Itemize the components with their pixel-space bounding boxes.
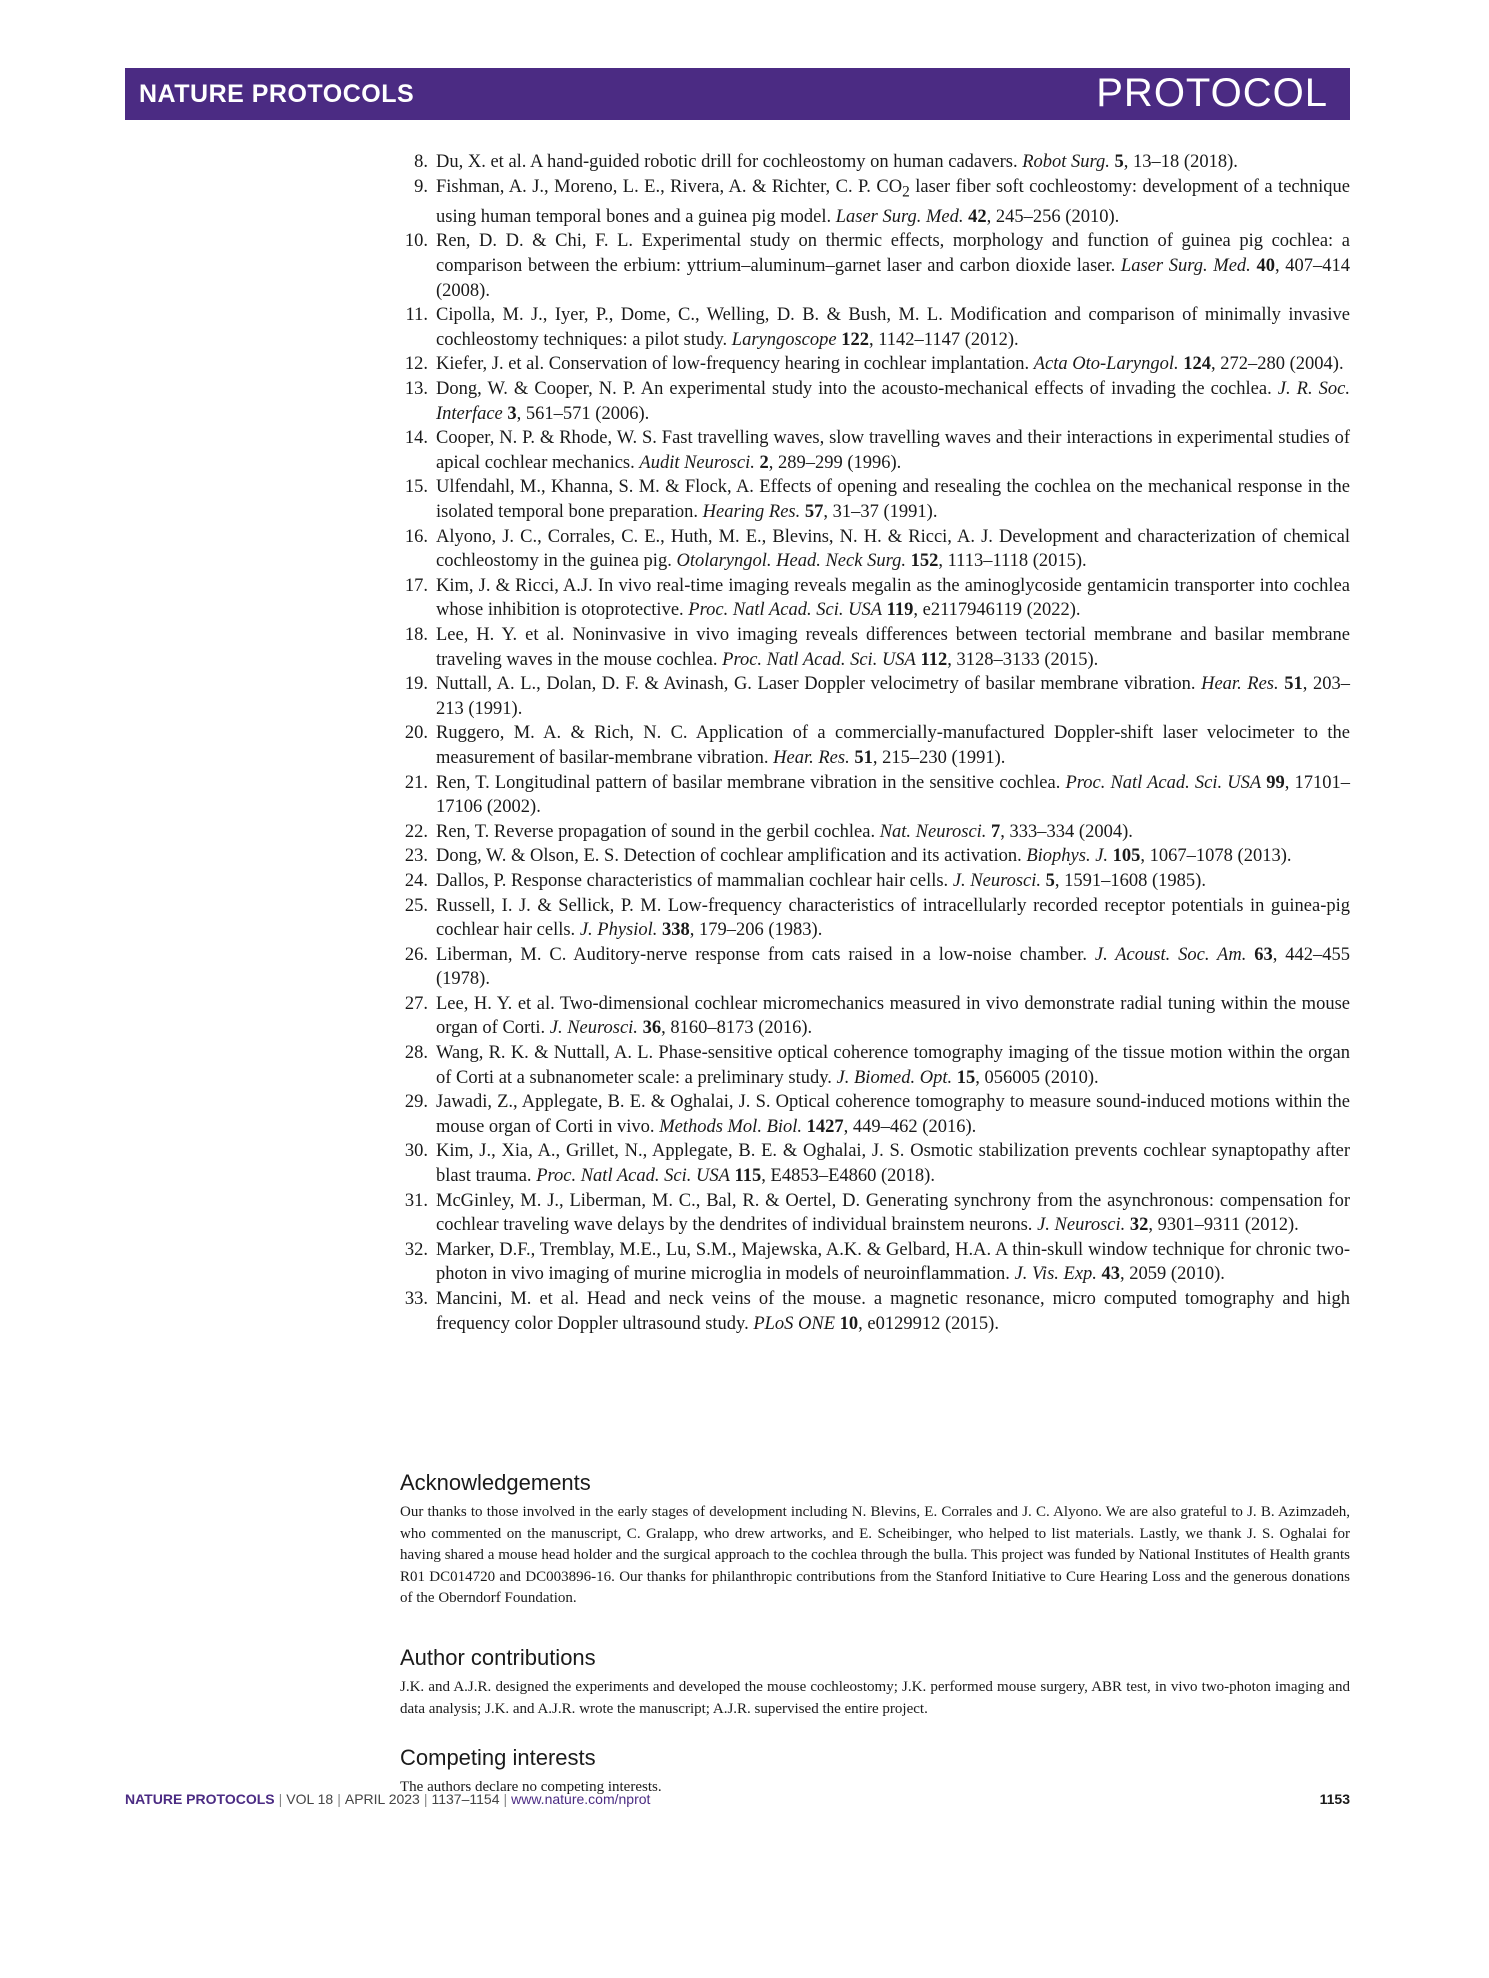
reference-number: 33. (404, 1289, 428, 1309)
reference-number: 29. (404, 1092, 428, 1113)
reference-text: Russell, I. J. & Sellick, P. M. Low-frequency characteristics of intracellularly recorded receptor potentials in guinea-pig cochlear hair cells. J. Physiol. 338, 179–206 (1983). (436, 895, 1350, 941)
reference-number: 8. (414, 152, 428, 172)
reference-text: Ren, T. Longitudinal pattern of basilar membrane vibration in the sensitive cochlea. Proc. Natl Acad. Sci. USA 99, 17101–17106 (2002). (436, 772, 1350, 818)
reference-item (400, 672, 1350, 721)
reference-text: Du, X. et al. A hand-guided robotic drill for cochleostomy on human cadavers. Robot Surg. 5, 13–18 (2018). (436, 152, 1238, 172)
reference-number: 23. (404, 846, 428, 867)
reference-text: Ren, D. D. & Chi, F. L. Experimental study on thermic effects, morphology and function of guinea pig cochlea: a comparison between the erbium: yttrium–aluminum–garnet laser and carbon dioxide laser. Laser Surg. Med. 40, 407–414 (2008). (436, 231, 1351, 301)
reference-item (400, 1189, 1350, 1238)
reference-text: Lee, H. Y. et al. Noninvasive in vivo imaging reveals differences between tectorial membrane and basilar membrane traveling waves in the mouse cochlea. Proc. Natl Acad. Sci. USA 112, 3128–3133 (2015). (436, 624, 1350, 670)
reference-item (400, 1238, 1350, 1287)
footer-journal: NATURE PROTOCOLS (125, 1791, 275, 1807)
article-type: PROTOCOL (1096, 71, 1328, 115)
reference-item (400, 175, 1350, 230)
reference-item (400, 844, 1350, 869)
reference-item (400, 1287, 1350, 1336)
reference-number: 13. (404, 379, 428, 400)
reference-item (400, 943, 1350, 992)
footer-url-link[interactable]: www.nature.com/nprot (511, 1791, 651, 1807)
reference-number: 15. (404, 477, 428, 498)
reference-item (400, 377, 1350, 426)
reference-item (400, 352, 1350, 377)
reference-text: Nuttall, A. L., Dolan, D. F. & Avinash, G. Laser Doppler velocimetry of basilar membrane vibration. Hear. Res. 51, 203–213 (1991). (436, 674, 1351, 719)
competing-interests-heading: Competing interests (400, 1745, 596, 1770)
competing-interests-text: The authors declare no competing interests. (400, 1779, 662, 1795)
reference-text: Lee, H. Y. et al. Two-dimensional cochlear micromechanics measured in vivo demonstrate radial tuning within the mouse organ of Corti. J. Neurosci. 36, 8160–8173 (2016). (436, 993, 1350, 1039)
reference-item (400, 992, 1350, 1041)
reference-item (400, 229, 1350, 303)
page-footer (125, 1791, 1350, 1807)
reference-number: 9. (414, 176, 428, 197)
reference-number: 31. (404, 1190, 428, 1211)
reference-item (400, 426, 1350, 475)
reference-number: 30. (404, 1141, 428, 1162)
reference-number: 11. (405, 305, 428, 326)
reference-item (400, 150, 1350, 175)
reference-item (400, 869, 1350, 894)
reference-text: Ruggero, M. A. & Rich, N. C. Application of a commercially-manufactured Doppler-shift laser velocimeter to the measurement of basilar-membrane vibration. Hear. Res. 51, 215–230 (1991). (436, 723, 1350, 768)
reference-text: Marker, D.F., Tremblay, M.E., Lu, S.M., Majewska, A.K. & Gelbard, H.A. A thin-skull window technique for chronic two-photon in vivo imaging of murine microglia in models of neuroinflammation. J. Vis. Exp. 43, 2059 (2010). (436, 1239, 1350, 1285)
reference-text: Dong, W. & Cooper, N. P. An experimental study into the acousto-mechanical effects of invading the cochlea. J. R. Soc. Interface 3, 561–571 (2006). (436, 379, 1351, 424)
footer-separator: | (337, 1791, 341, 1807)
reference-text: Kiefer, J. et al. Conservation of low-frequency hearing in cochlear implantation. Acta Oto-Laryngol. 124, 272–280 (2004). (436, 354, 1344, 375)
reference-item (400, 721, 1350, 770)
reference-text: McGinley, M. J., Liberman, M. C., Bal, R. & Oertel, D. Generating synchrony from the asynchronous: compensation for cochlear traveling wave delays by the dendrites of individual brainstem neurons. J. Neurosci. 32, 9301–9311 (2012). (436, 1190, 1350, 1236)
reference-item (400, 475, 1350, 524)
footer-date: APRIL 2023 (344, 1791, 420, 1807)
reference-item (400, 1041, 1350, 1090)
reference-number: 19. (404, 674, 428, 695)
reference-number: 28. (404, 1043, 428, 1064)
reference-item (400, 820, 1350, 845)
reference-text: Dallos, P. Response characteristics of mammalian cochlear hair cells. J. Neurosci. 5, 1591–1608 (1985). (436, 870, 1206, 891)
reference-text: Jawadi, Z., Applegate, B. E. & Oghalai, J. S. Optical coherence tomography to measure sound-induced motions within the mouse organ of Corti in vivo. Methods Mol. Biol. 1427, 449–462 (2016). (436, 1092, 1350, 1137)
reference-text: Kim, J., Xia, A., Grillet, N., Applegate, B. E. & Oghalai, J. S. Osmotic stabilization prevents cochlear synaptopathy after blast trauma. Proc. Natl Acad. Sci. USA 115, E4853–E4860 (2018). (436, 1141, 1350, 1187)
reference-number: 10. (404, 231, 428, 252)
header-bar (125, 68, 1350, 120)
reference-number: 21. (404, 772, 428, 793)
reference-number: 18. (404, 624, 428, 645)
reference-text: Ulfendahl, M., Khanna, S. M. & Flock, A. Effects of opening and resealing the cochlea on the mechanical response in the isolated temporal bone preparation. Hearing Res. 57, 31–37 (1991). (436, 477, 1350, 522)
reference-item (400, 771, 1350, 820)
acknowledgements-section (400, 1470, 1350, 1610)
reference-item (400, 894, 1350, 943)
page-number: 1153 (1319, 1791, 1350, 1807)
reference-list (400, 150, 1350, 1336)
reference-text: Wang, R. K. & Nuttall, A. L. Phase-sensitive optical coherence tomography imaging of the tissue motion within the organ of Corti at a subnanometer scale: a preliminary study. J. Biomed. Opt. 15, 056005 (2010). (436, 1043, 1350, 1088)
reference-item (400, 623, 1350, 672)
footer-separator: | (503, 1791, 508, 1807)
reference-text: Fishman, A. J., Moreno, L. E., Rivera, A. & Richter, C. P. $CO_2$ laser fiber soft cochleostomy: development of a technique using human temporal bones and a guinea pig model. Laser Surg. Med. 42, 245–256 (2010). (436, 176, 1350, 227)
reference-text: Mancini, M. et al. Head and neck veins of the mouse. a magnetic resonance, micro computed tomography and high frequency color Doppler ultrasound study. PLoS ONE 10, e0129912 (2015). (436, 1289, 1350, 1334)
reference-text: Cipolla, M. J., Iyer, P., Dome, C., Welling, D. B. & Bush, M. L. Modification and comparison of minimally invasive cochleostomy techniques: a pilot study. Laryngoscope 122, 1142–1147 (2012). (436, 305, 1350, 350)
reference-number: 14. (404, 428, 428, 449)
acknowledgements-heading: Acknowledgements (400, 1470, 591, 1495)
reference-item (400, 1090, 1350, 1139)
reference-text: Dong, W. & Olson, E. S. Detection of cochlear amplification and its activation. Biophys. J. 105, 1067–1078 (2013). (436, 846, 1292, 867)
reference-item (400, 574, 1350, 623)
footer-volume: VOL 18 (286, 1791, 334, 1807)
reference-item (400, 1139, 1350, 1188)
reference-number: 24. (404, 870, 428, 891)
reference-number: 17. (404, 575, 428, 596)
journal-name: NATURE PROTOCOLS (139, 80, 415, 108)
author-contributions-text: J.K. and A.J.R. designed the experiments and developed the mouse cochleostomy; J.K. performed mouse surgery, ABR test, in vivo two-photon imaging and data analysis; J.K. and A.J.R. wrote the manuscript; A.J.R. supervised the entire project. (400, 1679, 1350, 1717)
reference-text: Ren, T. Reverse propagation of sound in the gerbil cochlea. Nat. Neurosci. 7, 333–334 (2004). (436, 821, 1133, 842)
reference-number: 20. (404, 723, 428, 744)
reference-number: 25. (404, 895, 428, 916)
footer-pages: 1137–1154 (431, 1791, 500, 1807)
reference-number: 32. (404, 1239, 428, 1260)
reference-text: Kim, J. & Ricci, A.J. In vivo real-time imaging reveals megalin as the aminoglycoside gentamicin transporter into cochlea whose inhibition is otoprotective. Proc. Natl Acad. Sci. USA 119, e2117946119 (2022). (436, 575, 1350, 621)
reference-number: 12. (404, 354, 428, 375)
reference-item (400, 525, 1350, 574)
reference-number: 16. (404, 526, 428, 547)
reference-number: 26. (404, 944, 428, 965)
reference-number: 27. (404, 993, 428, 1014)
footer-separator: | (278, 1791, 283, 1807)
author-contributions-heading: Author contributions (400, 1645, 596, 1670)
footer-separator: | (423, 1791, 428, 1807)
reference-number: 22. (404, 821, 428, 842)
reference-item (400, 303, 1350, 352)
author-contributions-section (400, 1645, 1350, 1720)
reference-text: Alyono, J. C., Corrales, C. E., Huth, M. E., Blevins, N. H. & Ricci, A. J. Development and characterization of chemical cochleostomy in the guinea pig. Otolaryngol. Head. Neck Surg. 152, 1113–1118 (2015). (436, 526, 1350, 572)
acknowledgements-text: Our thanks to those involved in the early stages of development including N. Blevins, E. Corrales and J. C. Alyono. We are also grateful to J. B. Azimzadeh, who commented on the manuscript, C. Gralapp, who drew artworks, and E. Scheibinger, who helped to list materials. Lastly, we thank J. S. Oghalai for having shared a mouse head holder and the surgical approach to the cochlea through the bulla. This project was funded by National Institutes of Health grants R01 DC014720 and DC003896-16. Our thanks for philanthropic contributions from the Stanford Initiative to Cure Hearing Loss and the generous donations of the Oberndorf Foundation. (400, 1504, 1350, 1607)
reference-text: Liberman, M. C. Auditory-nerve response from cats raised in a low-noise chamber. J. Acoust. Soc. Am. 63, 442–455 (1978). (436, 944, 1351, 990)
reference-text: Cooper, N. P. & Rhode, W. S. Fast travelling waves, slow travelling waves and their interactions in experimental studies of apical cochlear mechanics. Audit Neurosci. 2, 289–299 (1996). (436, 428, 1350, 473)
